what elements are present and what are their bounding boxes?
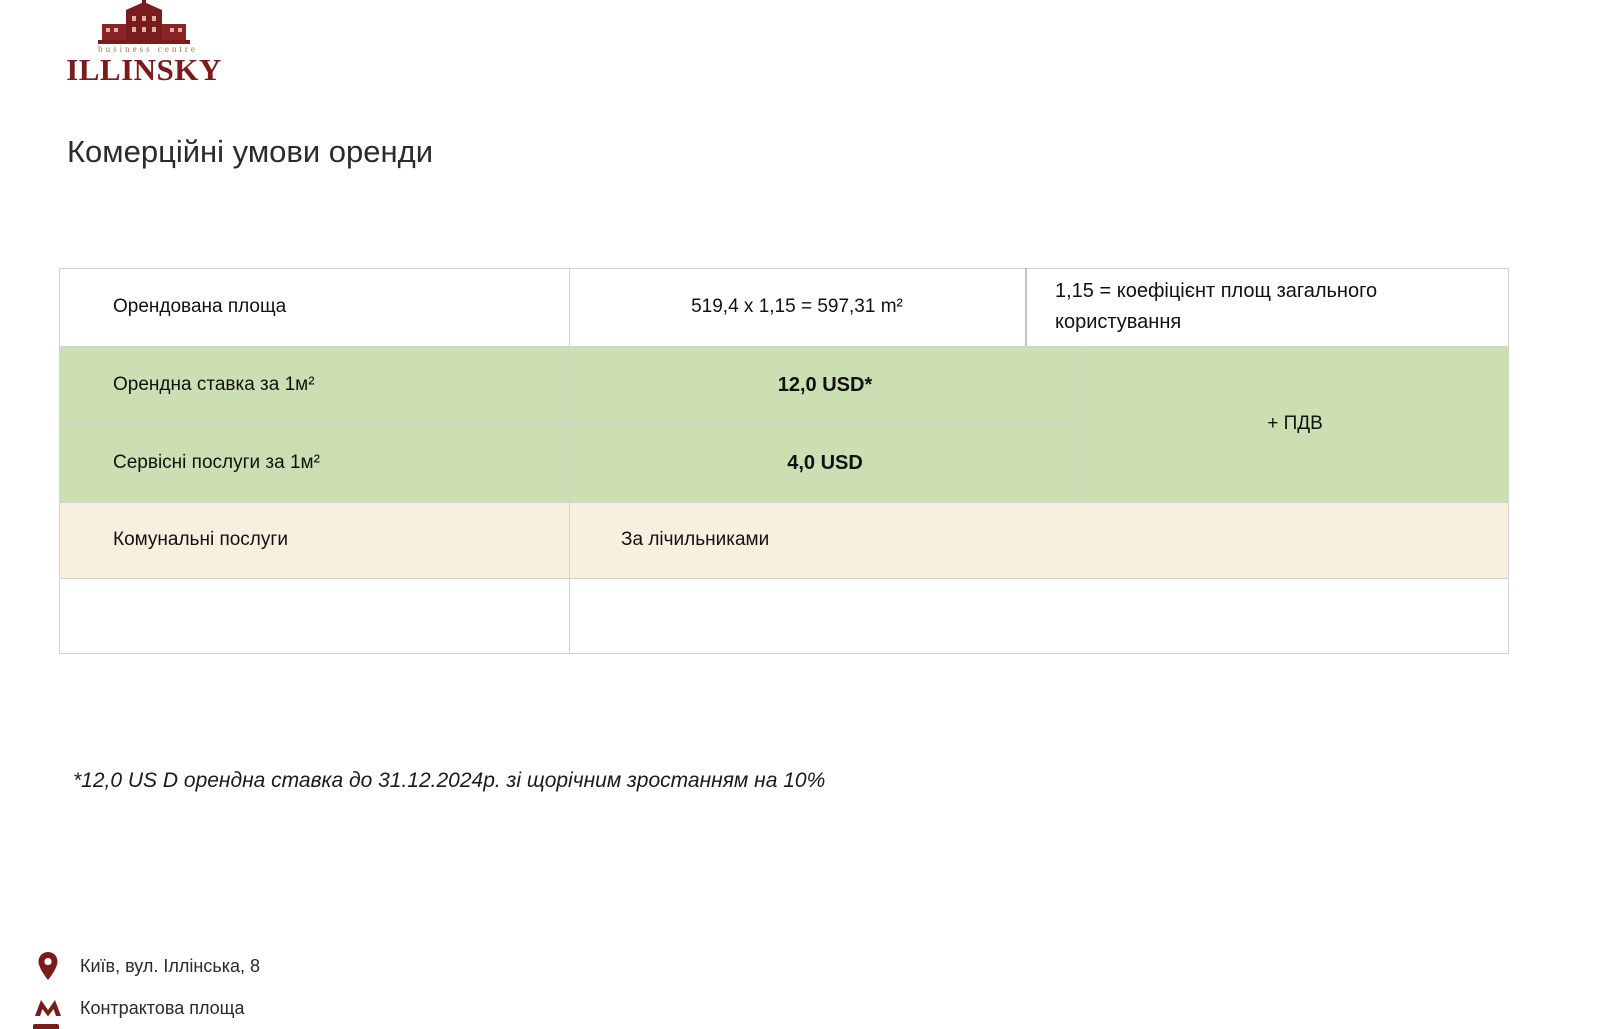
rented-area-note: 1,15 = коефіцієнт площ загального користування (1055, 280, 1378, 333)
row-rent-rate-label (59, 346, 569, 424)
page-title: Комерційні умови оренди (67, 134, 434, 169)
table-border-left (59, 268, 60, 654)
building-icon (56, 0, 232, 50)
rented-area-value: 519,4 х 1,15 = 597,31 m² (691, 296, 903, 317)
column-divider (569, 268, 570, 654)
logo-wordmark: ILLINSKY (66, 52, 222, 87)
table-border-top (59, 268, 1509, 269)
row-utilities-value (569, 502, 1509, 578)
metro-text: Контрактова площа (80, 997, 245, 1018)
row-divider (59, 578, 1509, 579)
vat-note: + ПДВ (1267, 413, 1323, 434)
table-border-bottom (59, 653, 1509, 654)
rented-area-label: Орендована площа (113, 296, 287, 317)
utilities-value: За лічильниками (621, 529, 770, 550)
phone-icon (33, 1024, 59, 1029)
footnote: *12,0 US D орендна ставка до 31.12.2024р. зі щорічним зростанням на 10% (73, 769, 826, 792)
utilities-label: Комунальні послуги (113, 529, 288, 550)
row-rent-rate-value (569, 346, 1081, 424)
address-text: Київ, вул. Іллінська, 8 (80, 955, 260, 976)
column-divider (1025, 268, 1027, 346)
contact-metro (34, 994, 245, 1022)
row-empty-value (569, 578, 1509, 654)
row-divider (59, 424, 1081, 425)
row-service-fee-label (59, 424, 569, 502)
row-utilities-label (59, 502, 569, 578)
table-border-right (1508, 268, 1509, 654)
contact-address (34, 952, 260, 980)
row-rented-area-label (59, 268, 569, 346)
rent-rate-value: 12,0 USD* (777, 373, 873, 396)
rent-rate-label: Орендна ставка за 1м² (113, 374, 315, 395)
row-rented-area-value (569, 268, 1025, 346)
vat-cell (1081, 346, 1509, 502)
row-divider (59, 346, 1509, 347)
row-empty-label (59, 578, 569, 654)
service-fee-label: Сервісні послуги за 1м² (113, 452, 320, 473)
map-pin-icon (34, 952, 62, 980)
service-fee-value: 4,0 USD (787, 451, 863, 474)
row-service-fee-value (569, 424, 1081, 502)
logo-tagline: business centre (98, 44, 198, 54)
terms-table (59, 268, 1509, 654)
column-divider (1081, 346, 1082, 502)
metro-icon (34, 994, 62, 1022)
row-rented-area-note (1025, 268, 1509, 346)
row-divider (59, 502, 1509, 503)
logo (56, 0, 232, 92)
